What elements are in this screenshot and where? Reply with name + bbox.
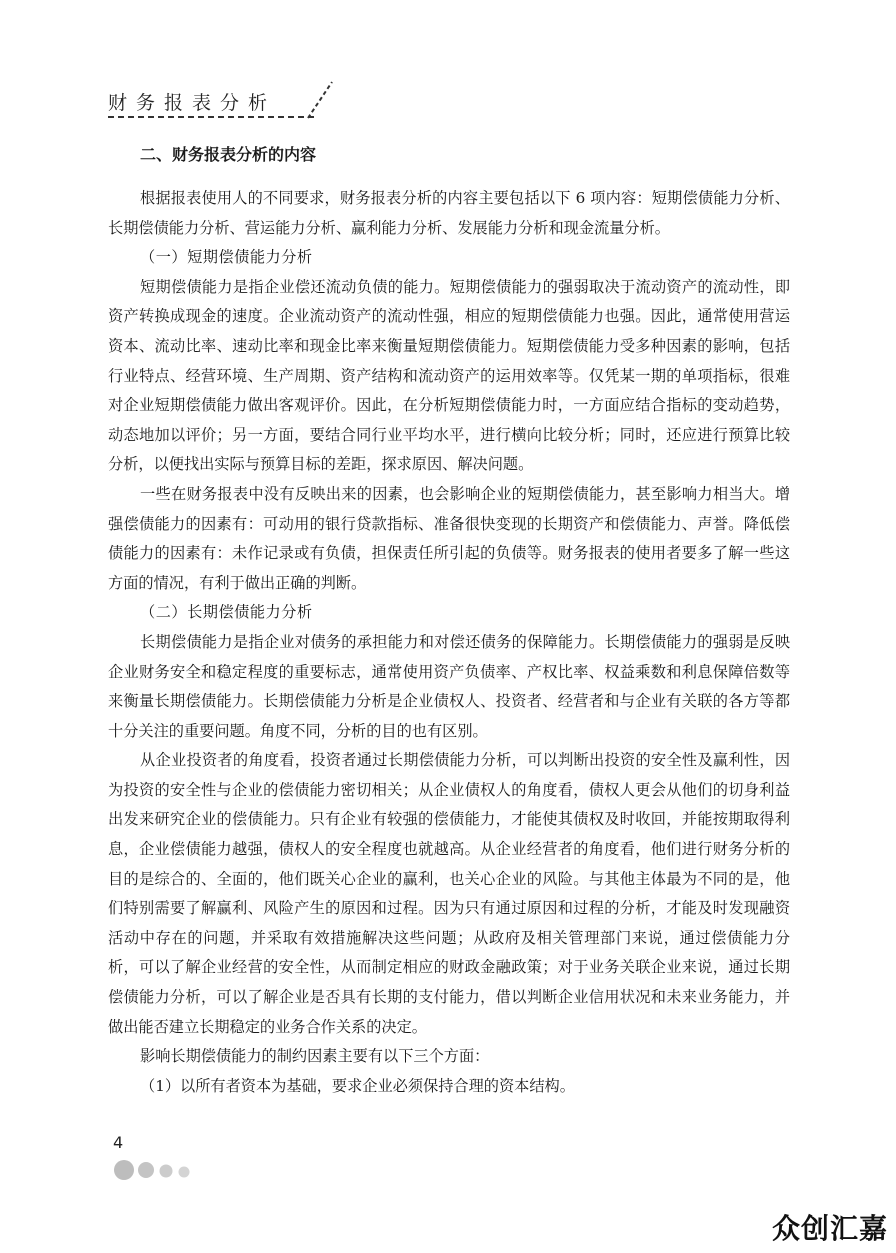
section-title: 二、财务报表分析的内容 [140,145,317,164]
paragraph: 长期偿债能力是指企业对债务的承担能力和对偿还债务的保障能力。长期偿债能力的强弱是反映企业财务安全和稳定程度的重要标志，通常使用资产负债率、产权比率、权益乘数和利息保障倍数等来衡量长期偿债能力。长期偿债能力分析是企业债权人、投资者、经营者和与企业有关联的各方等都十分关注的重要问题。角度不同，分析的目的也有区别。 [108,632,790,740]
paragraph: （1）以所有者资本为基础，要求企业必须保持合理的资本结构。 [140,1076,575,1095]
header-title: 财务报表分析 [108,91,277,114]
page-content [108,140,790,1101]
subheading-long-term-solvency: （二）长期偿债能力分析 [140,603,313,622]
paragraph: 影响长期偿债能力的制约因素主要有以下三个方面： [140,1047,490,1066]
running-header [108,84,276,118]
watermark-logo: 众创汇嘉 [771,1212,888,1245]
header-dashed-rule [108,116,314,118]
subheading-short-term-solvency: （一）短期偿债能力分析 [140,248,313,267]
page-number: 4 [113,1133,124,1152]
paragraph: 从企业投资者的角度看，投资者通过长期偿债能力分析，可以判断出投资的安全性及赢利性，因为投资的安全性与企业的偿债能力密切相关；从企业债权人的角度看，债权人更会从他们的切身利益出发来研究企业的偿债能力。只有企业有较强的偿债能力，才能使其债权及时收回，并能按期取得利息，企业偿债能力越强，债权人的安全程度也就越高。从企业经营者的角度看，他们进行财务分析的目的是综合的、全面的，他们既关心企业的赢利，也关心企业的风险。与其他主体最为不同的是，他们特别需要了解赢利、风险产生的原因和过程。因为只有通过原因和过程的分析，才能及时发现融资活动中存在的问题，并采取有效措施解决这些问题；从政府及相关管理部门来说，通过偿债能力分析，可以了解企业经营的安全性，从而制定相应的财政金融政策；对于业务关联企业来说，通过长期偿债能力分析，可以了解企业是否具有长期的支付能力，借以判断企业信用状况和未来业务能力，并做出能否建立长期稳定的业务合作关系的决定。 [108,751,790,1036]
footer-dots-decoration [112,1158,202,1182]
intro-paragraph: 根据报表使用人的不同要求，财务报表分析的内容主要包括以下 6 项内容：短期偿债能力分析、长期偿债能力分析、营运能力分析、赢利能力分析、发展能力分析和现金流量分析。 [108,189,790,237]
paragraph: 一些在财务报表中没有反映出来的因素，也会影响企业的短期偿债能力，甚至影响力相当大。增强偿债能力的因素有：可动用的银行贷款指标、准备很快变现的长期资产和偿债能力、声誉。降低偿债能力的因素有：未作记录或有负债，担保责任所引起的负债等。财务报表的使用者要多了解一些这方面的情况，有利于做出正确的判断。 [108,484,790,592]
paragraph: 短期偿债能力是指企业偿还流动负债的能力。短期偿债能力的强弱取决于流动资产的流动性，即资产转换成现金的速度。企业流动资产的流动性强，相应的短期偿债能力也强。因此，通常使用营运资本、流动比率、速动比率和现金比率来衡量短期偿债能力。短期偿债能力受多种因素的影响，包括行业特点、经营环境、生产周期、资产结构和流动资产的运用效率等。仅凭某一期的单项指标，很难对企业短期偿债能力做出客观评价。因此，在分析短期偿债能力时，一方面应结合指标的变动趋势，动态地加以评价；另一方面，要结合同行业平均水平，进行横向比较分析；同时，还应进行预算比较分析，以便找出实际与预算目标的差距，探求原因、解决问题。 [108,277,790,474]
header-slash-decoration [300,78,340,122]
